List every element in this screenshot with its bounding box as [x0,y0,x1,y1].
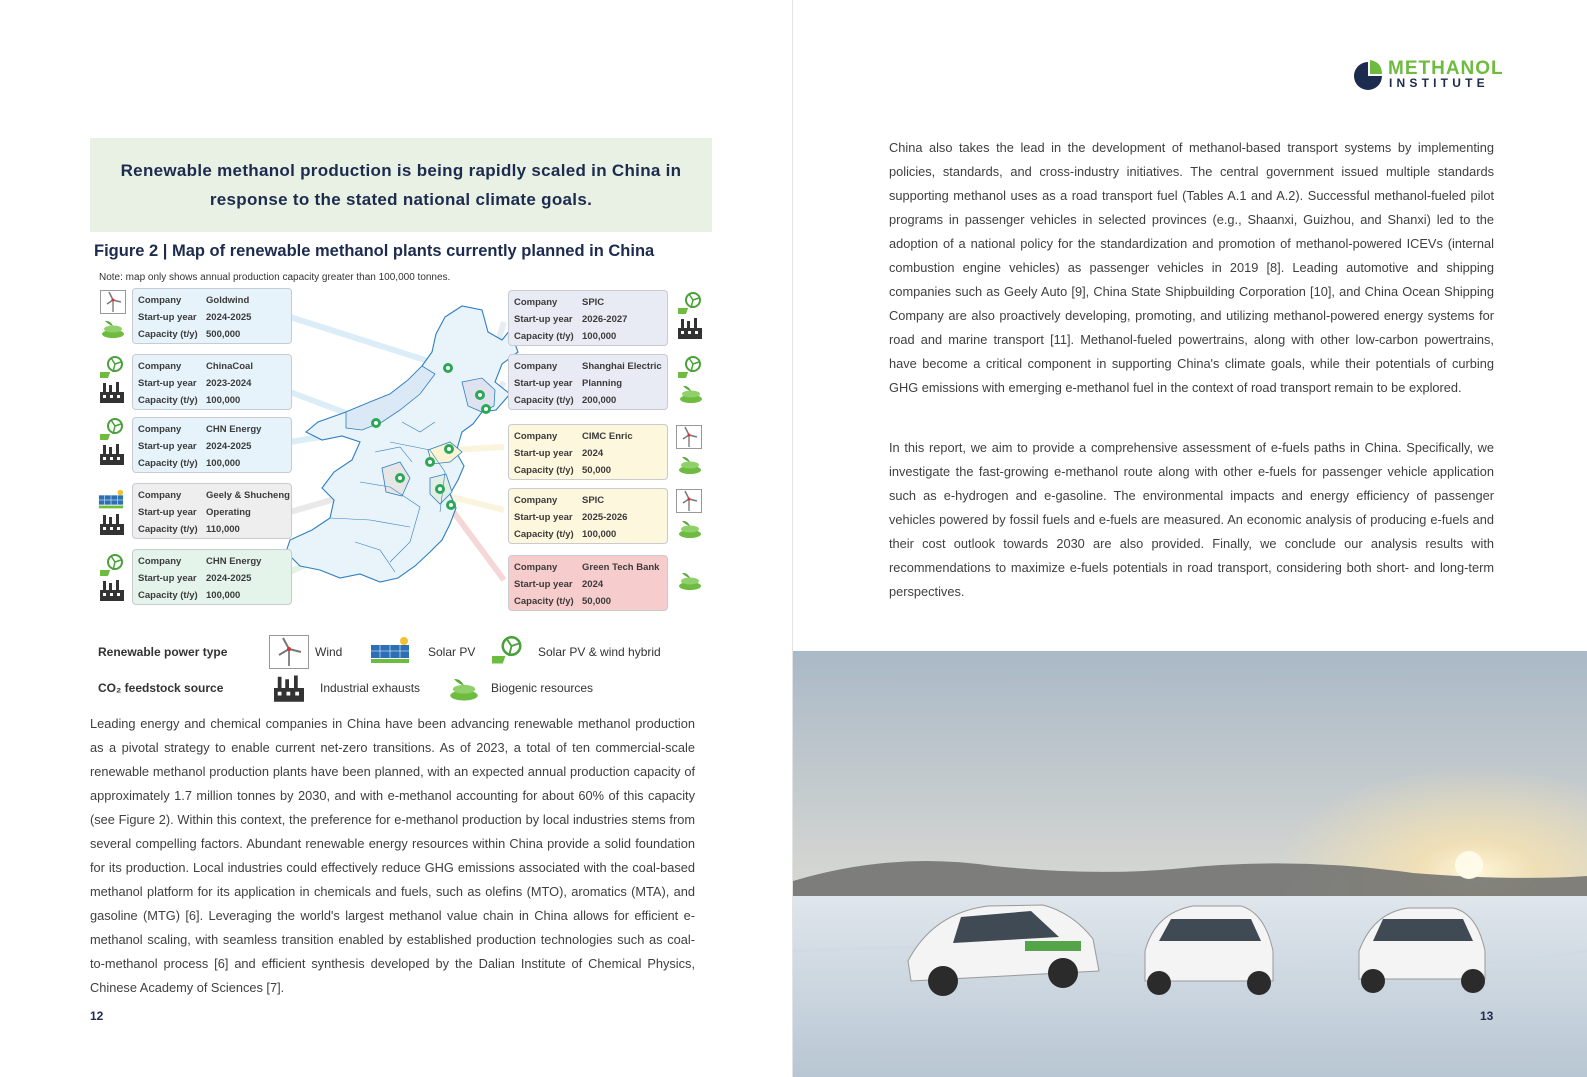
plant-card: Company SPIC Start-up year 2025-2026 Capacity (t/y) 100,000 [508,488,668,544]
biogenic-icon [100,316,126,340]
biogenic-icon [677,452,703,476]
wind-icon [676,425,702,449]
biogenic-icon [678,381,704,405]
plant-card: Company CHN Energy Start-up year 2024-2025 Capacity (t/y) 100,000 [132,549,292,605]
map-pin-icon [371,418,381,428]
legend-power-heading: Renewable power type [98,645,228,659]
biogenic-icon [446,673,482,703]
legend-hybrid: Solar PV & wind hybrid [538,645,661,659]
map-pin-icon [443,363,453,373]
figure-title: Figure 2 | Map of renewable methanol plants currently planned in China [94,242,655,260]
wind-icon [100,290,126,314]
plant-card: Company CHN Energy Start-up year 2024-2025 Capacity (t/y) 100,000 [132,417,292,473]
map-pin-icon [446,500,456,510]
industrial-exhaust-icon [99,512,125,536]
left-page [0,0,792,1077]
right-paragraph-2: In this report, we aim to provide a comprehensive assessment of e-fuels paths in China. Specifically, we investigate the fast-growing e-methanol route along with other e-fuels for passenger vehicle application such as e-hydrogen and e-gasoline. The environmental impacts and energy efficiency of passenger vehicles powered by fossil fuels and e-fuels are measured. An economic analysis of producing e-fuels and their cost outlook towards 2030 are also provided. Finally, we conclude our analysis results with recommendations to maximize e-fuels potentials in road transport, considering both short- and long-term perspectives. [889,440,1494,599]
solar-pv-icon [370,636,410,666]
body-paragraph: Leading energy and chemical companies in China have been advancing renewable methanol production as a pivotal strategy to enable current net-zero transitions. As of 2023, a total of ten commercial-scale renewable methanol production plants have been planned, with an expected annual production capacity of approximately 1.7 million tonnes by 2030, and with e-methanol accounting for about 60% of this capacity (see Figure 2). Within this context, the preference for e-methanol production by local industries stems from several compelling factors. Abundant renewable energy resources within China provide a solid foundation for its production. Local industries could effectively reduce GHG emissions associated with the coal-based methanol platform for its application in chemicals and fuels, such as olefins (MTO), aromatics (MTA), and gasoline (MTG) [6]. Leveraging the world's largest methanol value chain in China allows for efficient e-methanol scaling, with seamless transition enabled by established production technologies such as coal-to-methanol process [6] and efficient synthesis developed by the Dalian Institute of Chemical Physics, Chinese Academy of Sciences [7]. [90,716,695,995]
legend-solar: Solar PV [428,645,476,659]
plant-card: Company Geely & Shucheng Start-up year Operating Capacity (t/y) 110,000 [132,483,292,539]
cars-on-ice-photo [793,651,1587,1077]
methanol-institute-logo [1352,58,1504,94]
map-pin-icon [481,404,491,414]
page-number-left: 12 [90,1009,104,1023]
industrial-exhaust-icon [99,380,125,404]
legend-biogenic: Biogenic resources [491,681,594,695]
right-paragraph-1: China also takes the lead in the development of methanol-based transport systems by implementing policies, standards, and cross-industry initiatives. The central government issued multiple standards supporting methanol uses as a road transport fuel (Tables A.1 and A.2). Successful methanol-fueled pilot programs in passenger vehicles in selected provinces (e.g., Shaanxi, Guizhou, and Shanxi) led to the adoption of a national policy for the standardization and promotion of methanol-powered ICEVs (internal combustion engine vehicles) as passenger vehicles in 2019 [8]. Leading automotive and shipping companies such as Geely Auto [9], China State Shipbuilding Corporation [10], and China Ocean Shipping Company are also proactively developing, promoting, and utilizing methanol-powered energy systems for road and marine transport [11]. Methanol-fueled powertrains, along with other low-carbon powertrains, have become a critical component in supporting China's climate goals, while their potentials of curbing GHG emissions with emerging e-methanol fuel in the context of road transport remain to be explored. [889,140,1494,395]
china-outline [286,306,518,582]
map-pin-icon [425,457,435,467]
biogenic-icon [677,516,703,540]
wind-icon [676,489,702,513]
legend-wind: Wind [315,645,343,659]
plant-card: Company Shanghai Electric Start-up year Planning Capacity (t/y) 200,000 [508,354,668,410]
map-pin-icon [435,484,445,494]
logo-line1: METHANOL [1388,58,1504,79]
legend-industrial: Industrial exhausts [320,681,421,695]
industrial-exhaust-icon [99,442,125,466]
industrial-exhaust-icon [677,316,703,340]
plant-card: Company CIMC Enric Start-up year 2024 Capacity (t/y) 50,000 [508,424,668,480]
map-pin-icon [475,390,485,400]
map-pin-icon [395,473,405,483]
solar-wind-hybrid-icon [100,356,126,380]
solar-wind-hybrid-icon [678,292,704,316]
legend-co2-heading: CO₂ feedstock source [98,681,224,695]
logo-mark-icon [1352,58,1384,92]
solar-wind-hybrid-icon [100,554,126,578]
solar-wind-hybrid-icon [678,356,704,380]
map-pin-icon [444,444,454,454]
plant-card: Company SPIC Start-up year 2026-2027 Capacity (t/y) 100,000 [508,290,668,346]
solar-wind-hybrid-icon [100,418,126,442]
industrial-exhaust-icon [272,673,306,703]
solar-wind-hybrid-icon [492,636,526,666]
plant-card: Company Goldwind Start-up year 2024-2025 Capacity (t/y) 500,000 [132,288,292,344]
industrial-exhaust-icon [99,578,125,602]
wind-icon [269,635,309,669]
callout-box: Renewable methanol production is being rapidly scaled in China in response to the stated national climate goals. [90,138,712,232]
biogenic-icon [677,568,703,592]
plant-card: Company ChinaCoal Start-up year 2023-2024 Capacity (t/y) 100,000 [132,354,292,410]
page-number-right: 13 [1480,1009,1494,1023]
plant-card: Company Green Tech Bank Start-up year 2024 Capacity (t/y) 50,000 [508,555,668,611]
solar-pv-icon [98,488,124,512]
figure-note: Note: map only shows annual production capacity greater than 100,000 tonnes. [99,272,451,283]
logo-line2: INSTITUTE [1389,76,1489,90]
